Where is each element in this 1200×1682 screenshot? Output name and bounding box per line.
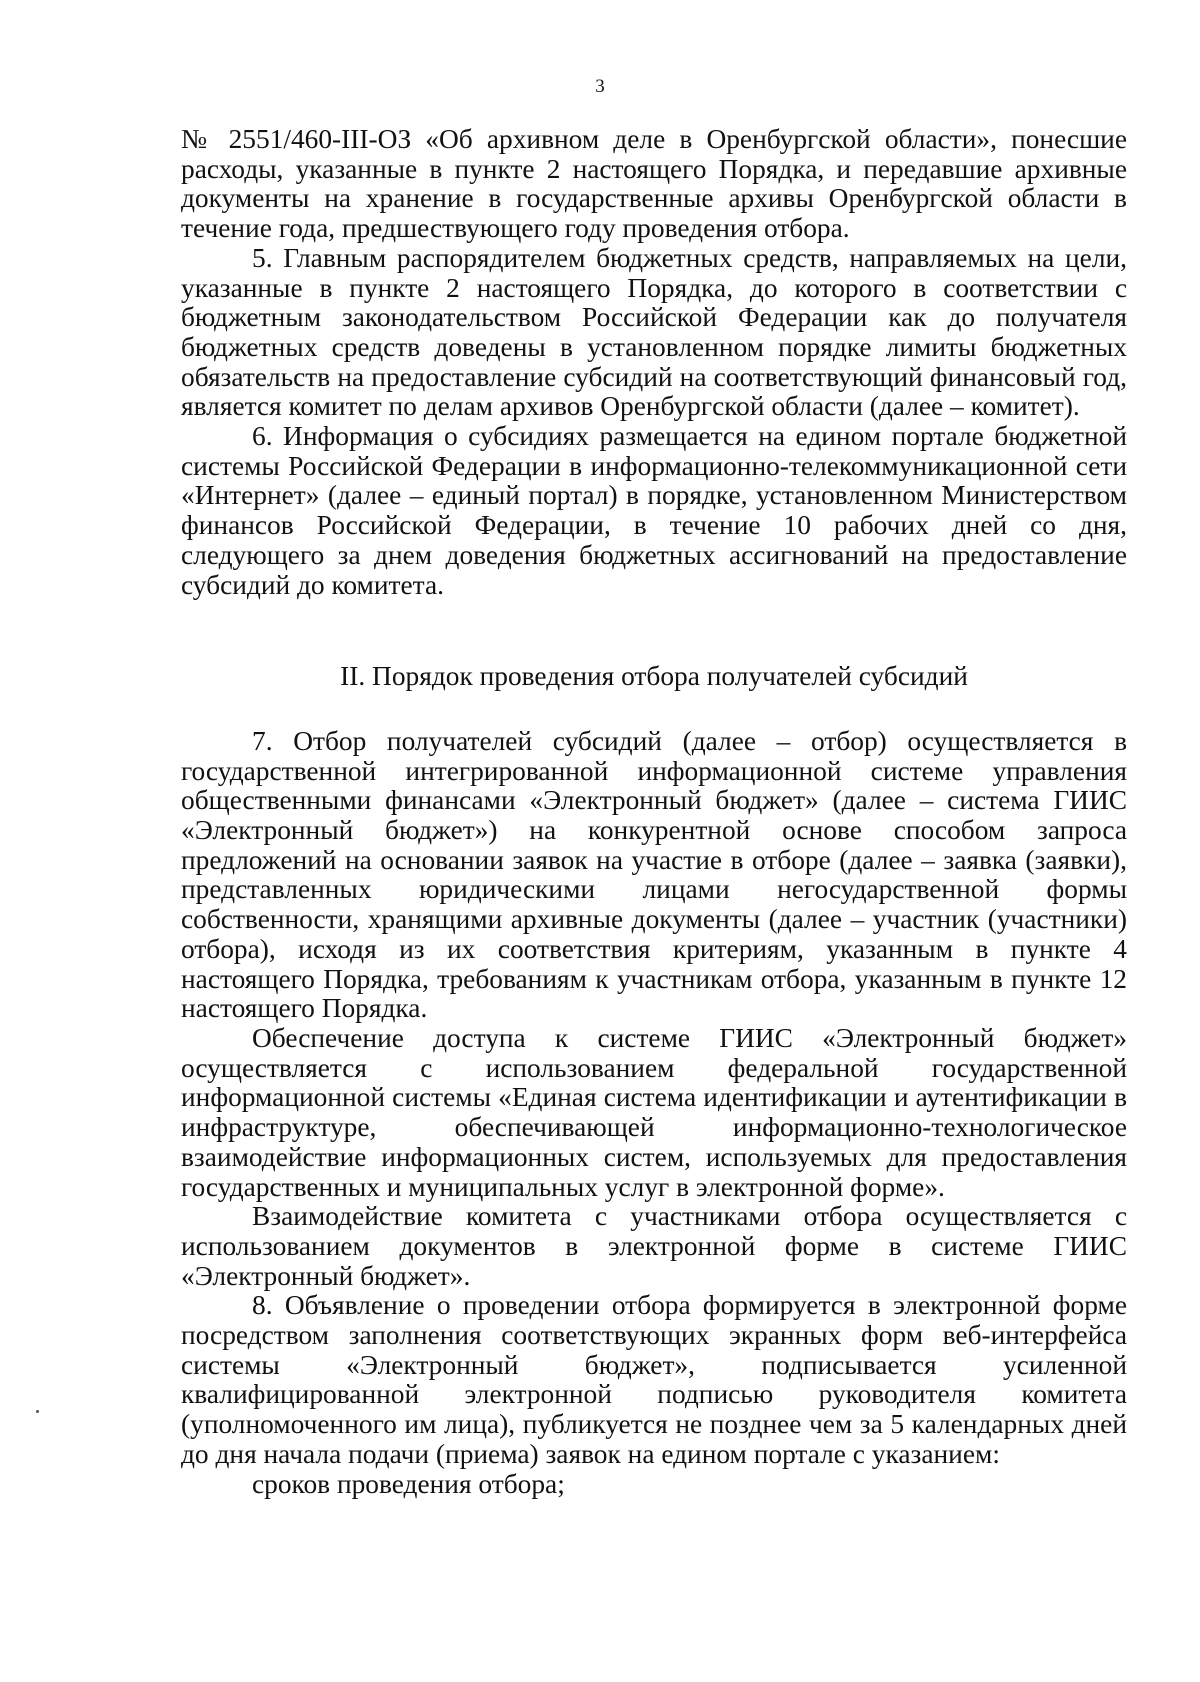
paragraph-item-5: 5. Главным распорядителем бюджетных средств, направляемых на цели, указанные в пункте 2 настоящего Порядка, до которого в соответствии с бюджетным законодательством Российской Федерации как до получателя бюджетных средств доведены в установленном порядке лимиты бюджетных обязательств на предоставление субсидий на соответствующий финансовый год, является комитет по делам архивов Оренбургской области (далее – комитет). <box>181 242 1127 422</box>
section-heading: II. Порядок проведения отбора получателей субсидий <box>340 661 968 692</box>
paragraph-list-item: сроков проведения отбора; <box>252 1468 565 1499</box>
paragraph-item-6: 6. Информация о субсидиях размещается на едином портале бюджетной системы Российской Федерации в информационно-телекоммуникационной сети «Интернет» (далее – единый портал) в порядке, установленном Министерством финансов Российской Федерации, в течение 10 рабочих дней со дня, следующего за днем доведения бюджетных ассигнований на предоставление субсидий до комитета. <box>181 421 1127 600</box>
paragraph-continuation: № 2551/460-III-ОЗ «Об архивном деле в Оренбургской области», понесшие расходы, указанные в пункте 2 настоящего Порядка, и передавшие архивные документы на хранение в государственные архивы Оренбургской области в течение года, предшествующего году проведения отбора. <box>181 124 1127 244</box>
page-number: 3 <box>595 76 605 97</box>
paragraph-item-8: 8. Объявление о проведении отбора формируется в электронной форме посредством заполнения соответствующих экранных форм веб-интерфейса системы «Электронный бюджет», подписывается усиленной квалифицированной электронной подписью руководителя комитета (уполномоченного им лица), публикуется не позднее чем за 5 календарных дней до дня начала подачи (приема) заявок на едином портале с указанием: <box>181 1290 1127 1469</box>
scan-speck <box>36 1410 39 1413</box>
paragraph-interaction: Взаимодействие комитета с участниками отбора осуществляется с использованием документов в электронной форме в системе ГИИС «Электронный бюджет». <box>181 1201 1127 1291</box>
paragraph-access: Обеспечение доступа к системе ГИИС «Электронный бюджет» осуществляется с использованием федеральной государственной информационной системы «Единая система идентификации и аутентификации в инфраструктуре, обеспечивающей информационно-технологическое взаимодействие информационных систем, используемых для предоставления государственных и муниципальных услуг в электронной форме». <box>181 1022 1127 1202</box>
paragraph-item-7: 7. Отбор получателей субсидий (далее – отбор) осуществляется в государственной интегрированной информационной системе управления общественными финансами «Электронный бюджет» (далее – система ГИИС «Электронный бюджет») на конкурентной основе способом запроса предложений на основании заявок на участие в отборе (далее – заявка (заявки), представленных юридическими лицами негосударственной формы собственности, хранящими архивные документы (далее – участник (участники) отбора), исходя из их соответствия критериям, указанным в пункте 4 настоящего Порядка, требованиям к участникам отбора, указанным в пункте 12 настоящего Порядка. <box>181 725 1127 1024</box>
document-body <box>181 125 1127 1499</box>
